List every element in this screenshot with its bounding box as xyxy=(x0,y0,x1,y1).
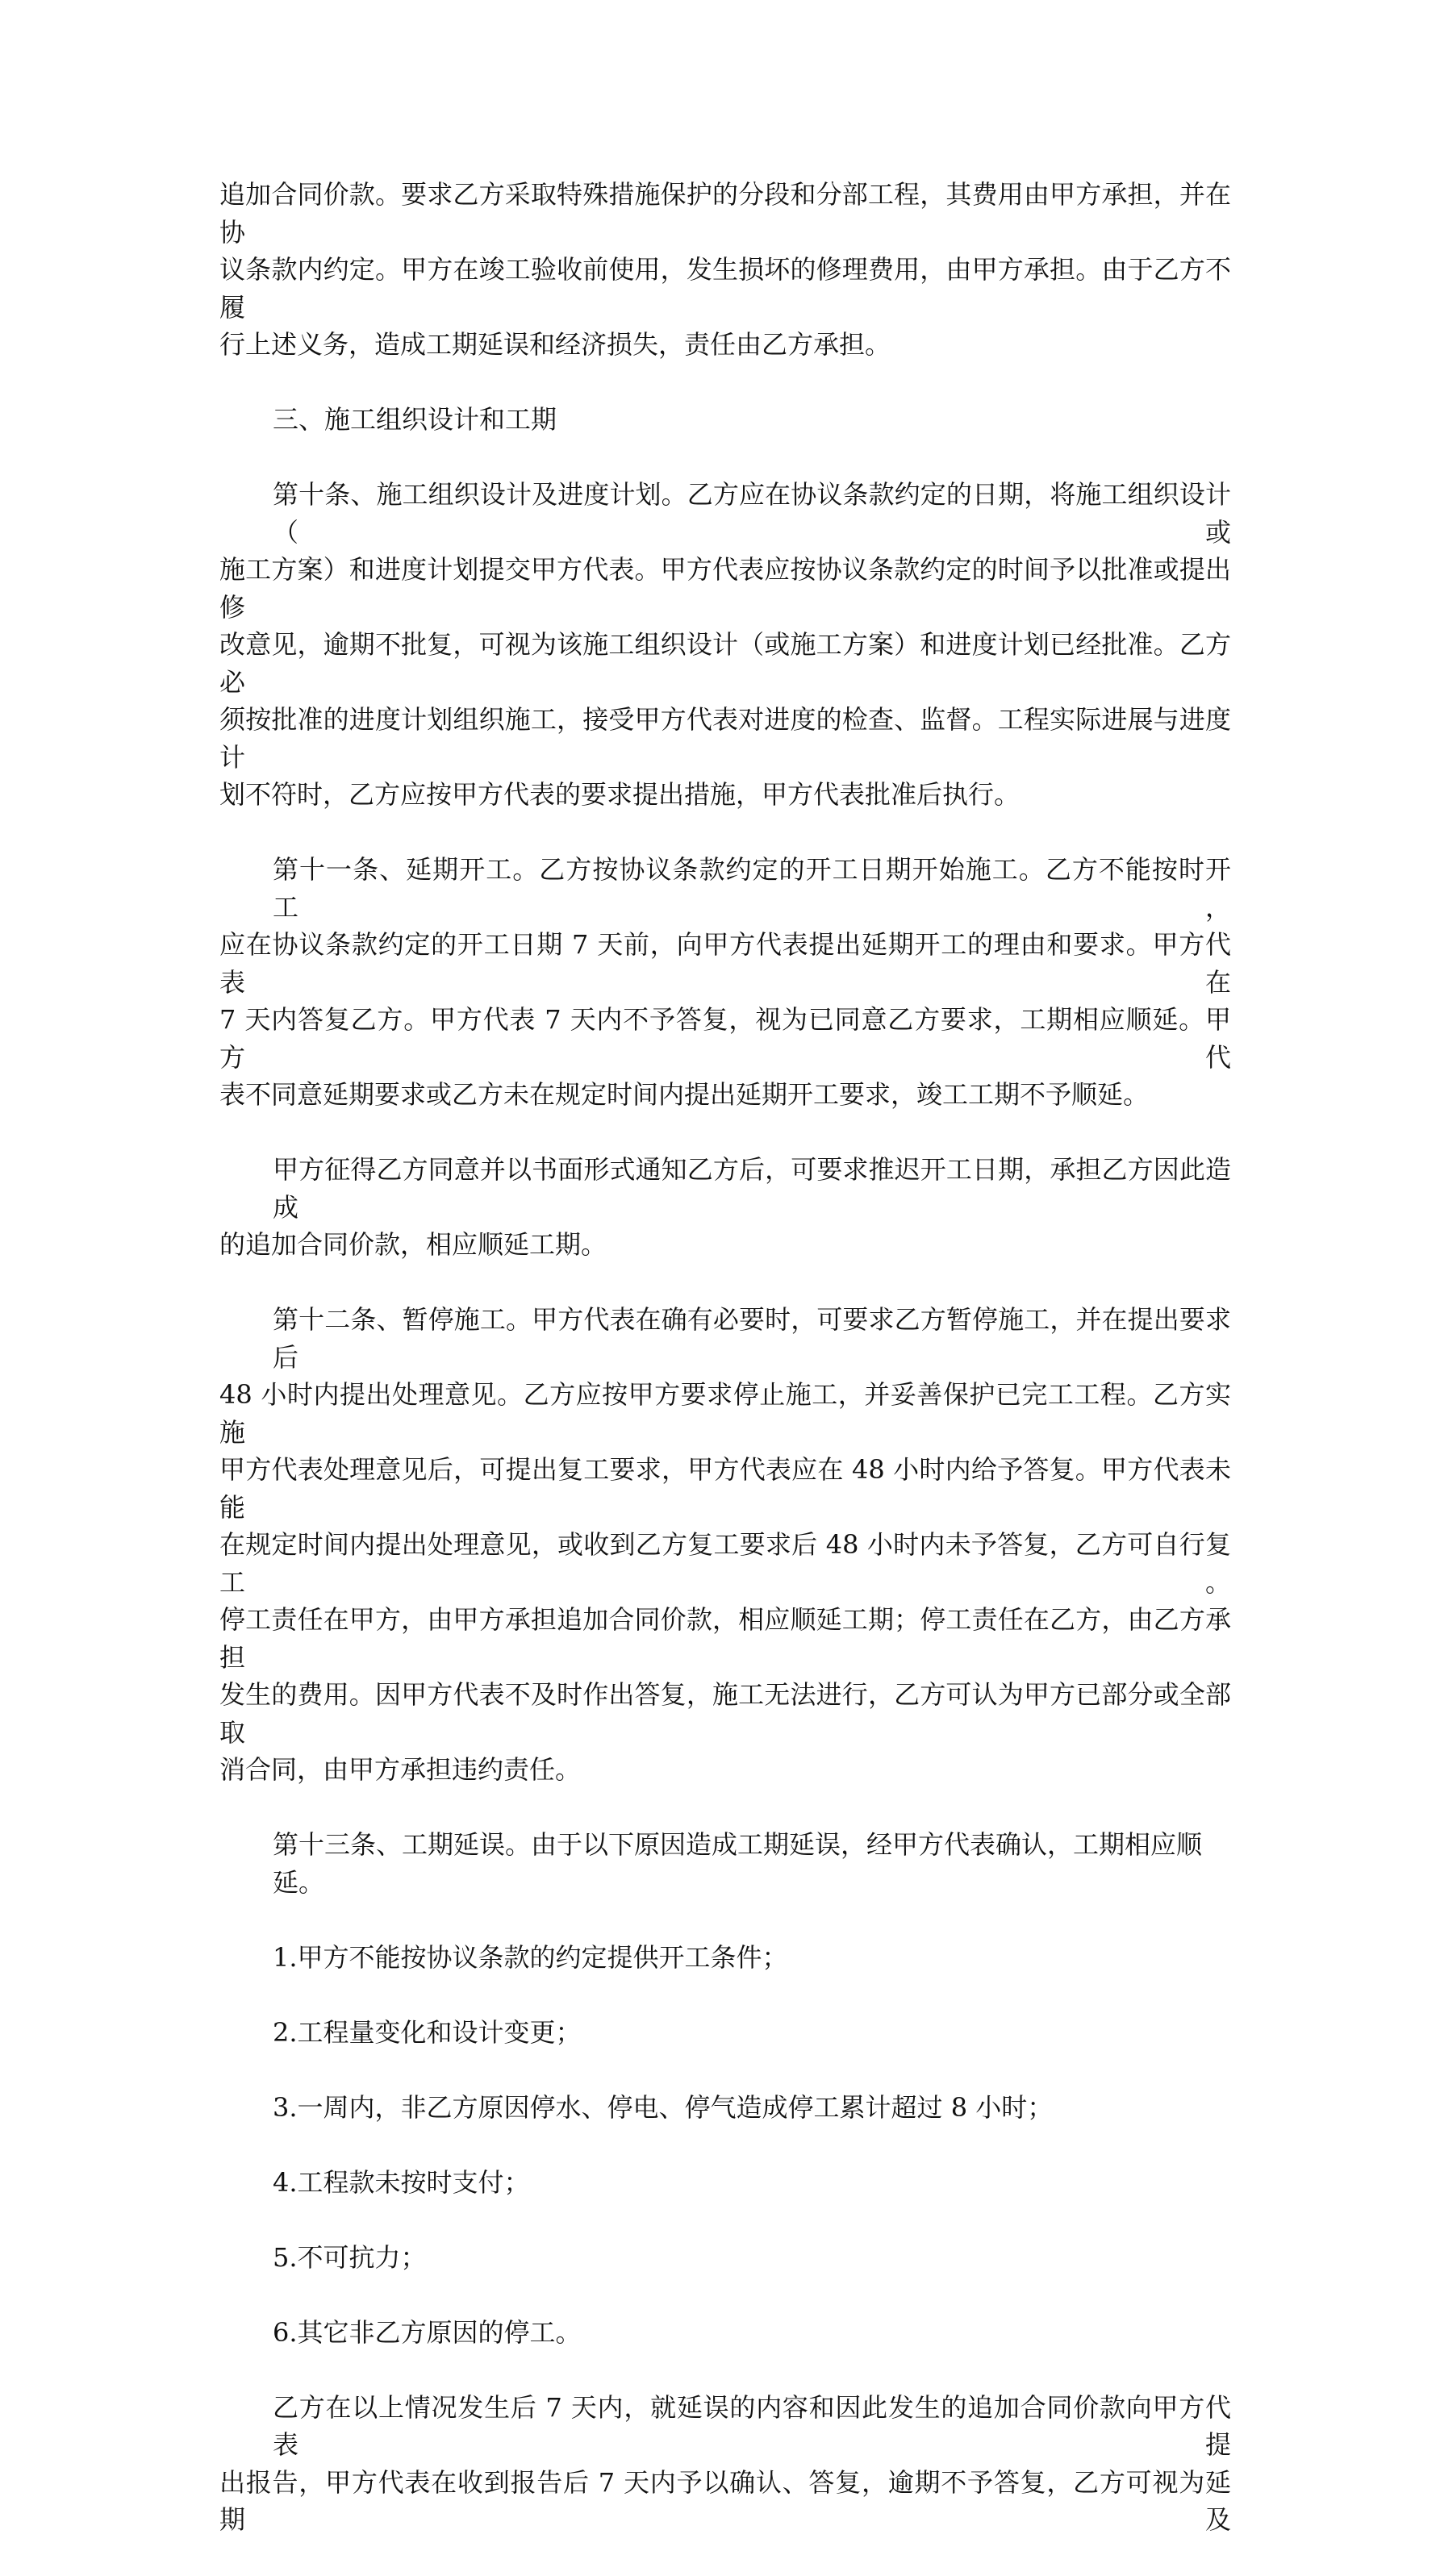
text-line: 在规定时间内提出处理意见，或收到乙方复工要求后 48 小时内未予答复，乙方可自行复工。 xyxy=(219,1529,1231,1598)
text-line: 应在协议条款约定的开工日期 7 天前，向甲方代表提出延期开工的理由和要求。甲方代表在 xyxy=(219,929,1231,998)
text-line: 施工方案）和进度计划提交甲方代表。甲方代表应按协议条款约定的时间予以批准或提出修 xyxy=(219,554,1231,623)
text-line: 乙方在以上情况发生后 7 天内，就延误的内容和因此发生的追加合同价款向甲方代表提 xyxy=(273,2391,1231,2460)
paragraph xyxy=(219,2089,1231,2127)
text-line: 第十二条、暂停施工。甲方代表在确有必要时，可要求乙方暂停施工，并在提出要求后 xyxy=(273,1304,1231,1373)
text-line: 6.其它非乙方原因的停工。 xyxy=(273,2316,582,2348)
text-line: 甲方征得乙方同意并以书面形式通知乙方后，可要求推迟开工日期，承担乙方因此造成 xyxy=(273,1154,1231,1223)
text-line: 1.甲方不能按协议条款的约定提供开工条件； xyxy=(273,1941,788,1973)
text-line: 须按批准的进度计划组织施工，接受甲方代表对进度的检查、监督。工程实际进展与进度计 xyxy=(219,704,1231,773)
paragraph xyxy=(219,1301,1231,1789)
text-line: 出报告，甲方代表在收到报告后 7 天内予以确认、答复，逾期不予答复，乙方可视为延期及 xyxy=(219,2466,1231,2535)
paragraph xyxy=(219,2389,1231,2539)
paragraph xyxy=(219,2314,1231,2352)
text-line: 5.不可抗力； xyxy=(273,2241,427,2273)
text-line: 7 天内答复乙方。甲方代表 7 天内不予答复，视为已同意乙方要求，工期相应顺延。甲方代 xyxy=(219,1004,1231,1073)
text-line: 第十一条、延期开工。乙方按协议条款约定的开工日期开始施工。乙方不能按时开工， xyxy=(273,854,1231,923)
text-line: 2.工程量变化和设计变更； xyxy=(273,2016,582,2048)
text-line: 追加合同价款。要求乙方采取特殊措施保护的分段和分部工程，其费用由甲方承担，并在协 xyxy=(219,179,1231,248)
paragraph xyxy=(219,176,1231,364)
paragraph xyxy=(219,401,1231,439)
paragraph xyxy=(219,1151,1231,1264)
paragraph xyxy=(219,851,1231,1114)
text-line: 第十三条、工期延误。由于以下原因造成工期延误，经甲方代表确认，工期相应顺延。 xyxy=(273,1829,1203,1898)
paragraph xyxy=(219,1826,1231,1901)
text-line: 表不同意延期要求或乙方未在规定时间内提出延期开工要求，竣工工期不予顺延。 xyxy=(219,1079,1150,1110)
text-line: 3.一周内，非乙方原因停水、停电、停气造成停工累计超过 8 小时； xyxy=(273,2091,1054,2123)
text-line: 第十条、施工组织设计及进度计划。乙方应在协议条款约定的日期，将施工组织设计（或 xyxy=(273,479,1231,548)
document-page xyxy=(219,176,1231,2576)
paragraph xyxy=(219,2014,1231,2052)
text-line: 改意见，逾期不批复，可视为该施工组织设计（或施工方案）和进度计划已经批准。乙方必 xyxy=(219,629,1231,698)
text-line: 发生的费用。因甲方代表不及时作出答复，施工无法进行，乙方可认为甲方已部分或全部取 xyxy=(219,1679,1231,1748)
text-line: 消合同，由甲方承担违约责任。 xyxy=(219,1754,582,1785)
text-line: 停工责任在甲方，由甲方承担追加合同价款，相应顺延工期；停工责任在乙方，由乙方承担 xyxy=(219,1604,1231,1673)
text-line: 甲方代表处理意见后，可提出复工要求，甲方代表应在 48 小时内给予答复。甲方代表未能 xyxy=(219,1454,1231,1523)
paragraph xyxy=(219,476,1231,814)
text-line: 议条款内约定。甲方在竣工验收前使用，发生损坏的修理费用，由甲方承担。由于乙方不履 xyxy=(219,254,1231,323)
text-line: 行上述义务，造成工期延误和经济损失，责任由乙方承担。 xyxy=(219,329,891,360)
paragraph xyxy=(219,1939,1231,1977)
paragraph xyxy=(219,2239,1231,2277)
text-line: 三、施工组织设计和工期 xyxy=(273,404,557,435)
text-line: 的追加合同价款，相应顺延工期。 xyxy=(219,1229,607,1260)
text-line: 划不符时，乙方应按甲方代表的要求提出措施，甲方代表批准后执行。 xyxy=(219,779,1021,810)
paragraph xyxy=(219,2164,1231,2202)
text-line: 4.工程款未按时支付； xyxy=(273,2166,530,2198)
text-line: 48 小时内提出处理意见。乙方应按甲方要求停止施工，并妥善保护已完工工程。乙方实施 xyxy=(219,1379,1231,1448)
